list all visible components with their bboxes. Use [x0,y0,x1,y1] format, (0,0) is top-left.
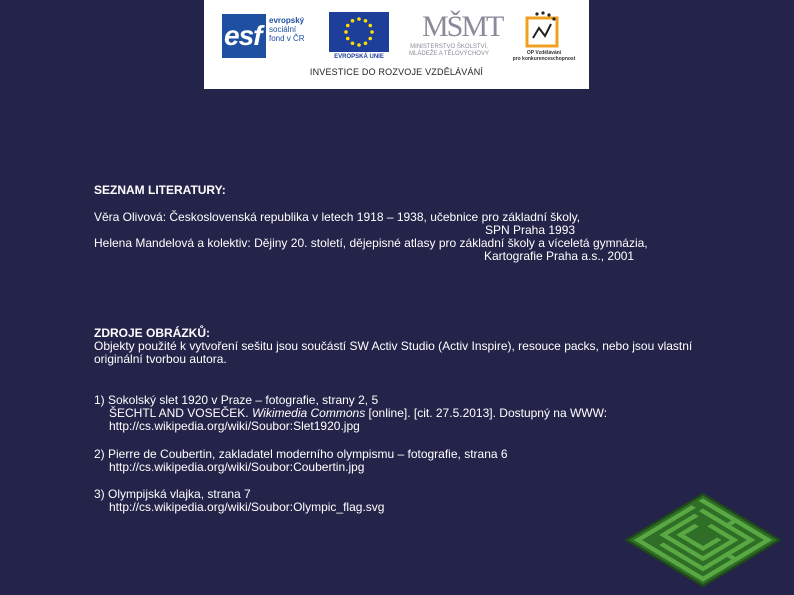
esf-logo [222,14,306,58]
sources-heading: ZDROJE OBRÁZKŮ: [94,326,210,340]
hedge-maze-image [618,488,788,592]
eu-star-icon [346,24,350,28]
eu-star-icon [364,19,368,23]
eu-star-icon [351,19,355,23]
eu-logo-caption: EVROPSKÁ UNIE [334,54,384,60]
source-item-2 [94,448,744,474]
sources-intro: Objekty použité k vytvoření sešitu jsou součástí SW Activ Studio (Activ Inspire), resouce packs, nebo jsou vlastní originální tvorbou autora. [94,339,693,366]
source-item-1-citation: ŠECHTL AND VOSEČEK. Wikimedia Commons [online]. [cit. 27.5.2013]. Dostupný na WWW: [109,406,608,420]
eu-logo [329,12,389,62]
eu-star-icon [346,37,350,41]
eu-star-icon [357,17,361,21]
literature-entry-1-line-2: SPN Praha 1993 [485,223,576,237]
msmt-logo-caption: MINISTERSTVO ŠKOLSTVÍ, MLÁDEŽE A TĚLOVÝCHOVY [409,44,489,57]
source-item-1 [94,394,744,433]
eu-star-icon [351,41,355,45]
source-item-3-url: http://cs.wikipedia.org/wiki/Soubor:Olympic_flag.svg [109,500,385,514]
op-logo-mark [509,10,579,50]
literature-entry-1-line-1: Věra Olivová: Československá republika v letech 1918 – 1938, učebnice pro základní školy, [94,210,581,224]
msmt-logo [394,10,504,60]
source-item-2-title: 2) Pierre de Coubertin, zakladatel moderního olympismu – fotografie, strana 6 [94,447,508,461]
op-logo [509,10,579,66]
op-logo-caption: OP Vzdělávání pro konkurenceschopnost [512,50,576,62]
eu-flag-icon [329,12,389,52]
source-item-1-title: 1) Sokolský slet 1920 v Praze – fotografie, strany 2, 5 [94,393,379,407]
esf-logo-text: evropský sociální fond v ČR [269,16,305,43]
eu-star-icon [364,41,368,45]
literature-heading: SEZNAM LITERATURY: [94,183,226,197]
eu-star-icon [357,43,361,47]
source-item-1-url: http://cs.wikipedia.org/wiki/Soubor:Slet1920.jpg [109,419,360,433]
esf-logo-mark: esf [222,14,266,58]
eu-star-icon [370,30,374,34]
eu-star-icon [344,30,348,34]
source-item-2-url: http://cs.wikipedia.org/wiki/Soubor:Coubertin.jpg [109,460,365,474]
eu-star-icon [368,37,372,41]
source-item-3-title: 3) Olympijská vlajka, strana 7 [94,487,251,501]
literature-entry-2-line-1: Helena Mandelová a kolektiv: Dějiny 20. století, dějepisné atlasy pro základní školy a víceletá gymnázia, [94,236,648,250]
eu-star-icon [368,24,372,28]
logo-banner [204,0,589,89]
literature-entry-2-line-2: Kartografie Praha a.s., 2001 [484,249,635,263]
msmt-logo-mark: MŠMT [422,10,503,43]
investment-caption: INVESTICE DO ROZVOJE VZDĚLÁVÁNÍ [309,67,484,77]
